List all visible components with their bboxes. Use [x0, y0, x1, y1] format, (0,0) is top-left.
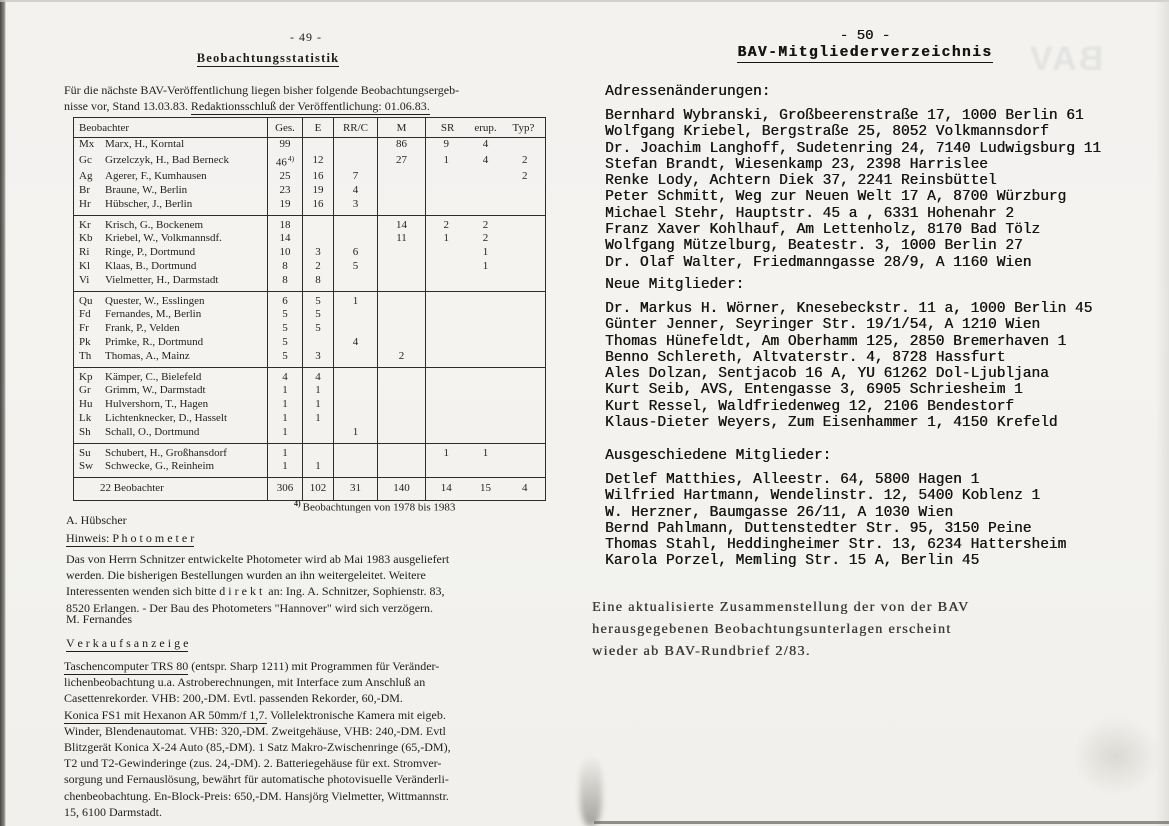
totals-e: 102	[303, 478, 334, 501]
table-row: Su Schubert, H., Großhansdorf 1 1 1	[74, 443, 546, 460]
table-footnote	[294, 499, 455, 514]
header-beobachter: Beobachter	[74, 118, 268, 138]
text-line: Wolfgang Kriebel, Bergstraße 25, 8052 Volkmannsdorf	[605, 124, 1049, 141]
page-title	[585, 45, 1145, 61]
text-line: Karola Porzel, Memling Str. 15 A, Berlin 45	[605, 553, 980, 570]
observation-statistics-table	[73, 117, 546, 501]
text-line: Konica FS1 mit Hexanon AR 50mm/f 1,7. Vollelektronische Kamera mit eigeb.	[64, 707, 446, 722]
table-row: Mx Marx, H., Korntal 99 86 9 4	[74, 138, 546, 152]
text-line: Interessenten wenden sich bitte d i r e k t an: Ing. A. Schnitzer, Sophienstr. 83,	[66, 584, 445, 599]
text-line: Kurt Ressel, Waldfriedenweg 12, 2106 Bendestorf	[605, 398, 1014, 415]
text-line: Günter Jenner, Seyringer Str. 19/1/54, A 1210 Wien	[605, 317, 1041, 334]
footnote-text: Beobachtungen von 1978 bis 1983	[302, 501, 456, 514]
table-row: Kb Kriebel, W., Volkmannsdf. 14 11 1 2	[74, 232, 546, 246]
totals-label: 22 Beobachter	[74, 478, 268, 501]
table-row: Ri Ringe, P., Dortmund 10 3 6 1	[74, 246, 546, 260]
text-line: Thomas Stahl, Heddingheimer Str. 13, 6234 Hattersheim	[605, 537, 1067, 554]
footnote-marker: 4)	[294, 499, 301, 508]
section-heading-adressenaenderungen: Adressenänderungen:	[605, 84, 771, 100]
totals-ges: 306	[268, 478, 303, 501]
text-line: Michael Stehr, Hauptstr. 45 a , 6331 Hohenahr 2	[605, 205, 1014, 222]
table-row: Hr Hübscher, J., Berlin 19 16 3	[74, 198, 546, 215]
page-title-text: Beobachtungsstatistik	[196, 51, 340, 65]
table-row: Br Braune, W., Berlin 23 19 4	[74, 184, 546, 198]
header-ges: Ges.	[268, 118, 303, 138]
totals-rrc: 31	[334, 478, 378, 501]
table-row: Pk Primke, R., Dortmund 5 4	[74, 336, 546, 350]
address-changes-list	[605, 108, 1101, 271]
photometer-paragraph	[66, 551, 558, 616]
text-line: Casettenrekorder. VHB: 200,-DM. Evtl. passenden Rekorder, 60,-DM.	[64, 691, 403, 706]
table-row: Qu Quester, W., Esslingen 6 5 1	[74, 291, 546, 308]
totals-erup: 15	[479, 482, 491, 495]
text-line: Dr. Joachim Langhoff, Sudetenring 24, 7140 Ludwigsburg 11	[605, 140, 1101, 157]
table-row: Gr Grimm, W., Darmstadt 1 1	[74, 384, 546, 398]
table-row: Fr Frank, P., Velden 5 5	[74, 322, 546, 336]
header-m: M	[378, 118, 426, 138]
text-line: Taschencomputer TRS 80 (entspr. Sharp 1211) mit Programmen für Veränder-	[64, 659, 440, 673]
text-line: werden. Die bisherigen Bestellungen wurden an ihn weitergeleitet. Weitere	[66, 568, 426, 583]
text-line: Blitzgerät Konica X-24 Auto (85,-DM). 1 Satz Makro-Zwischenringe (65,-DM),	[64, 740, 451, 755]
text-line: Das von Herrn Schnitzer entwickelte Photometer wird ab Mai 1983 ausgeliefert	[66, 552, 450, 566]
text-line: Ales Dolzan, Sentjacob 16 A, YU 61262 Dol-Ljubljana	[605, 366, 1049, 383]
text-line: lichenbeobachtung u.a. Astroberechnungen, mit Interface zum Anschluß an	[64, 675, 426, 690]
header-typ: Typ?	[512, 122, 535, 134]
totals-sr: 14	[440, 482, 452, 495]
text-line: Kurt Seib, AVS, Entengasse 3, 6905 Schriesheim 1	[605, 382, 1023, 399]
header-sr: SR	[440, 122, 455, 134]
text-line: Klaus-Dieter Weyers, Zum Eisenhammer 1, 4150 Krefeld	[605, 415, 1058, 432]
page-number: - 49 -	[290, 30, 322, 44]
text-line: Winder, Blendenautomat. VHB: 320,-DM. Zweitgehäuse, VHB: 240,-DM. Evtl	[64, 723, 446, 738]
page-number: - 50 -	[839, 28, 891, 44]
signature-huebscher: A. Hübscher	[66, 513, 127, 527]
closing-paragraph	[592, 597, 970, 663]
text-line: Peter Schmitt, Weg zur Neuen Welt 17 A, 8700 Würzburg	[605, 189, 1067, 206]
intro-paragraph	[64, 82, 556, 114]
totals-row	[74, 478, 546, 501]
new-members-list	[605, 301, 1092, 431]
text-line: T2 und T2-Gewinderinge (zus. 24,-DM). 2. Batteriegehäuse für ext. Stromver-	[64, 756, 442, 771]
text-line: Wilfried Hartmann, Wendelinstr. 12, 5400 Koblenz 1	[605, 488, 1041, 505]
table-row: Fd Fernandes, M., Berlin 5 5	[74, 308, 546, 322]
text-line: 8520 Erlangen. - Der Bau des Photometers "Hannover" wird sich verzögern.	[66, 600, 434, 615]
page-50	[585, 0, 1169, 826]
text-line: Für die nächste BAV-Veröffentlichung liegen bisher folgende Beobachtungsergeb-	[64, 83, 460, 97]
page-title-text: BAV-Mitgliederverzeichnis	[737, 45, 993, 61]
totals-typ: 4	[522, 482, 528, 495]
text-line: Bernd Pahlmann, Duttenstedter Str. 95, 3150 Peine	[605, 520, 1032, 537]
hinweis-heading-text: Hinweis: P h o t o m e t e r	[66, 531, 195, 545]
section-heading-ausgeschiedene-mitglieder: Ausgeschiedene Mitglieder:	[605, 448, 832, 464]
totals-m: 140	[378, 478, 426, 501]
header-rrc: RR/C	[334, 118, 378, 138]
table-row: Th Thomas, A., Mainz 5 3 2	[74, 350, 546, 367]
totals-sr-erup-typ	[426, 478, 546, 501]
text-line: wieder ab BAV-Rundbrief 2/83.	[592, 644, 811, 659]
table-row: Hu Hulvershorn, T., Hagen 1 1	[74, 398, 546, 412]
text-line: Stefan Brandt, Wiesenkamp 23, 2398 Harrislee	[605, 156, 988, 173]
text-line: 15, 6100 Darmstadt.	[64, 804, 162, 819]
text-line: W. Herzner, Baumgasse 26/11, A 1030 Wien	[605, 504, 954, 521]
table-row: Sw Schwecke, G., Reinheim 1 1	[74, 460, 546, 477]
text-line: Eine aktualisierte Zusammenstellung der von der BAV	[592, 600, 970, 615]
verkaufsanzeige-heading-text: V e r k a u f s a n z e i g e	[66, 636, 189, 650]
text-line: Dr. Markus H. Wörner, Knesebeckstr. 11 a, 1000 Berlin 45	[605, 301, 1093, 317]
text-line: Bernhard Wybranski, Großbeerenstraße 17, 1000 Berlin 61	[605, 108, 1084, 124]
text-line: nisse vor, Stand 13.03.83. Redaktionsschluß der Veröffentlichung: 01.06.83.	[64, 99, 430, 113]
text-line: Thomas Hünefeldt, Am Oberhamm 125, 2850 Bremerhaven 1	[605, 333, 1067, 350]
text-line: herausgegebenen Beobachtungsunterlagen erscheint	[592, 622, 952, 637]
verkaufsanzeige-paragraph	[64, 658, 560, 820]
header-erup: erup.	[474, 122, 497, 134]
table-header-row	[74, 118, 546, 138]
text-line: chenbeobachtung. En-Block-Preis: 650,-DM. Hansjörg Vielmetter, Wittmannstr.	[64, 788, 449, 803]
text-line: Wolfgang Mützelburg, Beatestr. 3, 1000 Berlin 27	[605, 238, 1023, 255]
table-row: Lk Lichtenknecker, D., Hasselt 1 1	[74, 412, 546, 426]
verkaufsanzeige-heading	[66, 636, 188, 651]
text-line: Franz Xaver Kohlhauf, Am Lettenholz, 8170 Bad Tölz	[605, 222, 1041, 239]
table-row: Kp Kämper, C., Bielefeld 4 4	[74, 367, 546, 384]
text-line: Renke Lody, Achtern Diek 37, 2241 Reinsbüttel	[605, 173, 997, 190]
table-row: Kr Krisch, G., Bockenem 18 14 2 2	[74, 215, 546, 232]
header-e: E	[303, 118, 334, 138]
table-row: Kl Klaas, B., Dortmund 8 2 5 1	[74, 260, 546, 274]
text-line: sorgung und Fernauslösung, bewährt für automatische photovisuelle Veränderli-	[64, 772, 449, 787]
text-line: Detlef Matthies, Alleestr. 64, 5800 Hagen 1	[605, 472, 980, 488]
section-heading-neue-mitglieder: Neue Mitglieder:	[605, 277, 745, 293]
table-row: Ag Agerer, F., Kumhausen 25 16 7 2	[74, 170, 546, 184]
observation-statistics-table-wrap	[73, 117, 546, 501]
table-row: Vi Vielmetter, H., Darmstadt 8 8	[74, 274, 546, 291]
hinweis-heading	[66, 531, 194, 546]
signature-fernandes: M. Fernandes	[66, 612, 132, 626]
page-title	[66, 51, 470, 66]
bleedthrough-bav-logo: BAV	[1028, 40, 1104, 78]
departed-members-list	[605, 472, 1066, 570]
text-line: Dr. Olaf Walter, Friedmanngasse 28/9, A 1160 Wien	[605, 254, 1032, 271]
table-row: Gc Grzelczyk, H., Bad Berneck 46$^{4)}$ 12 27 1 4 2	[74, 152, 546, 170]
table-row: Sh Schall, O., Dortmund 1 1	[74, 426, 546, 443]
text-line: Benno Schlereth, Altvaterstr. 4, 8728 Hassfurt	[605, 349, 1006, 366]
header-sr-erup-typ	[426, 118, 546, 138]
